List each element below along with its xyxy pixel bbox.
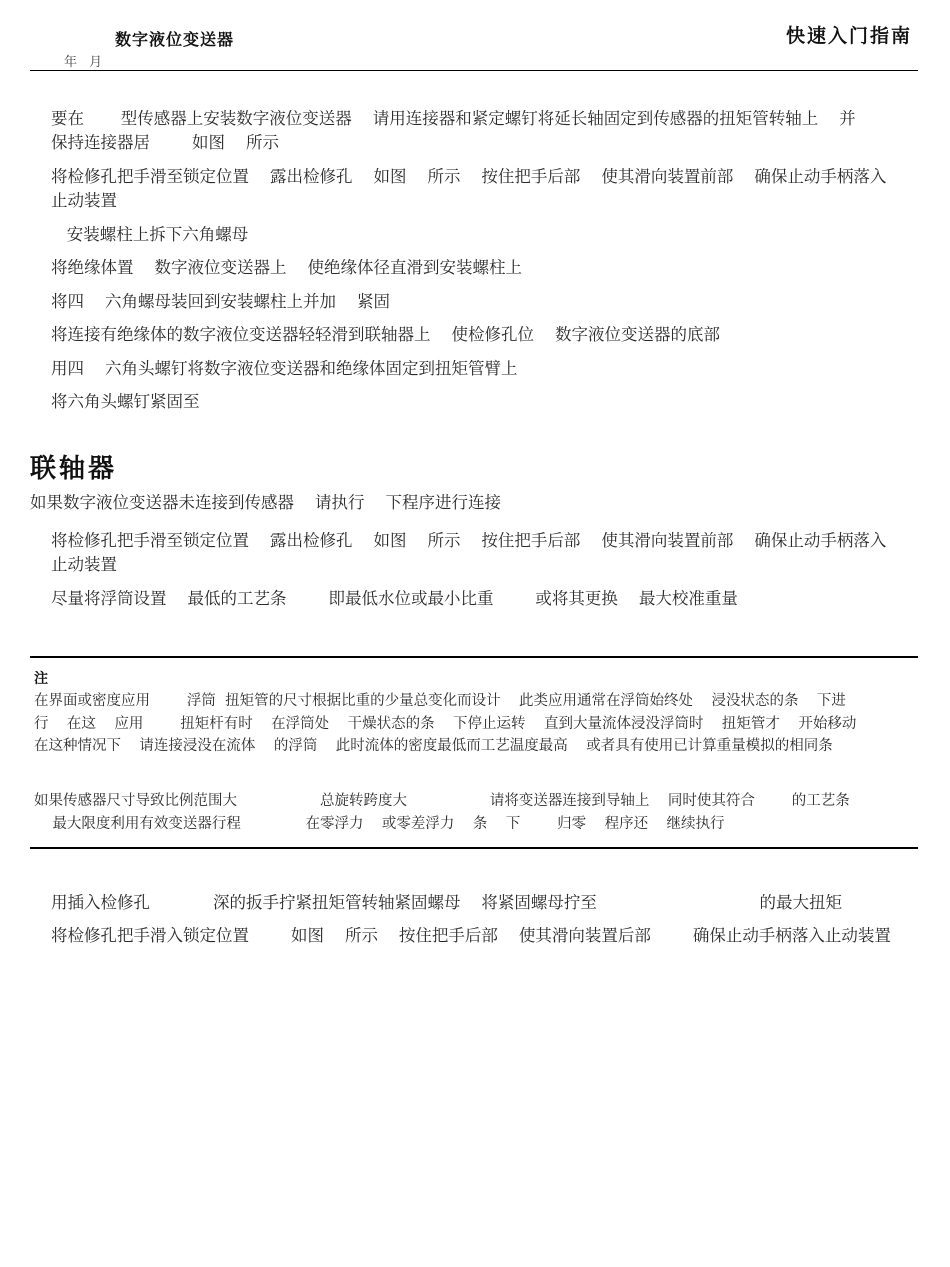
install-step: 将检修孔把手滑至锁定位置 露出检修孔 如图 所示 按住把手后部 使其滑向装置前部 确保止动手柄落入 止动装置	[51, 167, 887, 210]
coupling-step: 尽量将浮筒设置 最低的工艺条 即最低水位或最小比重 或将其更换 最大校准重量	[51, 589, 738, 608]
install-step: 将六角头螺钉紧固至	[51, 392, 200, 411]
install-step: 将四 六角螺母装回到安装螺柱上并加 紧固	[51, 292, 390, 311]
install-step: 将连接有绝缘体的数字液位变送器轻轻滑到联轴器上 使检修孔位 数字液位变送器的底部	[51, 325, 720, 344]
note-box	[30, 656, 918, 849]
coupling-intro: 如果数字液位变送器未连接到传感器 请执行 下程序进行连接	[30, 493, 501, 512]
page-header	[30, 0, 918, 71]
document-title: 数字液位变送器	[115, 30, 235, 49]
note-paragraph: 在界面或密度应用 浮筒 扭矩管的尺寸根据比重的少量总变化而设计 此类应用通常在浮筒始终处 浸没状态的条 下进 行 在这 应用 扭矩杆有时 在浮筒处 干燥状态的条 下停止运转 直到大量流体浸没浮筒时 扭矩管才 开始移动 在这种情况下 请连接浸没在流体 的浮筒 此时流体的密度最低而工艺温度最高 或者具有使用已计算重量模拟的相同条	[34, 693, 857, 754]
note-paragraph: 如果传感器尺寸导致比例范围大 总旋转跨度大 请将变送器连接到导轴上 同时使其符合 的工艺条 最大限度利用有效变送器行程 在零浮力 或零差浮力 条 下 归零 程序还 继续执行	[34, 793, 850, 832]
note-label: 注	[34, 671, 48, 687]
coupling-section-heading: 联轴器	[30, 454, 118, 484]
document-date: 年 月	[64, 55, 103, 70]
final-step: 将检修孔把手滑入锁定位置 如图 所示 按住把手后部 使其滑向装置后部 确保止动手柄落入止动装置	[51, 926, 891, 945]
final-step: 用插入检修孔 深的扳手拧紧扭矩管转轴紧固螺母 将紧固螺母拧至 的最大扭矩	[51, 893, 843, 912]
coupling-step: 将检修孔把手滑至锁定位置 露出检修孔 如图 所示 按住把手后部 使其滑向装置前部 确保止动手柄落入 止动装置	[51, 531, 887, 574]
install-step: 用四 六角头螺钉将数字液位变送器和绝缘体固定到扭矩管臂上	[51, 359, 518, 378]
install-step: 要在 型传感器上安装数字液位变送器 请用连接器和紧定螺钉将延长轴固定到传感器的扭矩管转轴上 并 保持连接器居 如图 所示	[51, 109, 856, 152]
install-step: 将绝缘体置 数字液位变送器上 使绝缘体径直滑到安装螺柱上	[51, 258, 522, 277]
install-step: 安装螺柱上拆下六角螺母	[51, 225, 249, 244]
guide-title: 快速入门指南	[785, 25, 912, 47]
